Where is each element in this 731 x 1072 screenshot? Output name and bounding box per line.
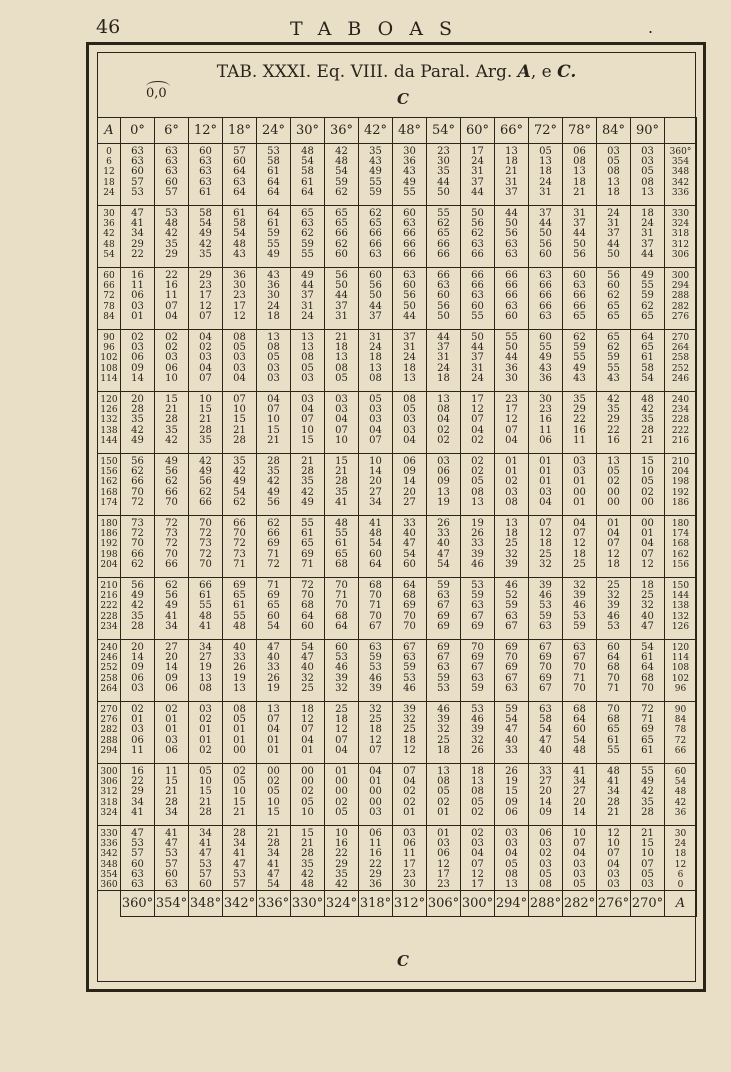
column-header: 90°: [631, 118, 665, 144]
arg-a-supplement: 120 114 108 102 96: [665, 640, 697, 702]
table-cell: 69 67 63 59 53: [427, 640, 461, 702]
table-cell: 03 06 11 17 23 30: [393, 826, 427, 891]
table-cell: 28 34 41 47 53 57: [223, 826, 257, 891]
table-cell: 56 60 62 65 65: [597, 268, 631, 330]
table-cell: 72 73 72 70 66: [155, 516, 189, 578]
table-cell: 70 68 65 61 55: [597, 702, 631, 764]
table-cell: 59 63 67 69 69: [427, 578, 461, 640]
table-cell: 20 28 35 42 49: [121, 392, 155, 454]
table-cell: 34 27 19 13 08: [189, 640, 223, 702]
table-cell: 41 34 27 20 14: [563, 764, 597, 826]
table-cell: 04 02 03 04 07: [189, 330, 223, 392]
table-cell: 11 15 21 28 34: [155, 764, 189, 826]
table-cell: 03 05 08 13 18: [597, 144, 631, 206]
table-cell: 36 30 23 17 12: [223, 268, 257, 330]
table-cell: 63 63 63 60 57: [155, 144, 189, 206]
table-row: [98, 268, 697, 330]
table-cell: 06 03 02 03 05 08: [529, 826, 563, 891]
page-number: 46: [96, 16, 121, 38]
table-cell: 18 13 08 05 02: [461, 764, 495, 826]
table-cell: 06 11 16 22 29 36: [359, 826, 393, 891]
arg-a-values: 210 216 222 228 234: [98, 578, 121, 640]
column-header: 60°: [461, 118, 495, 144]
table-cell: 21 28 35 42 49: [291, 454, 325, 516]
table-cell: 27 20 14 09 06: [155, 640, 189, 702]
table-cell: 62 56 49 41 34: [155, 578, 189, 640]
table-row: [98, 330, 697, 392]
table-cell: 05 13 18 24 31: [529, 144, 563, 206]
table-cell: 02 01 01 03 06: [155, 702, 189, 764]
table-cell: 63 59 53 46 39: [359, 640, 393, 702]
table-cell: 02 03 04 07 12 17: [461, 826, 495, 891]
table-cell: 13 08 04 02 02: [427, 392, 461, 454]
table-cell: 35 29 22 16 11: [563, 392, 597, 454]
column-header: 42°: [359, 118, 393, 144]
arg-a-values: 90 96 102 108 114: [98, 330, 121, 392]
table-cell: 48 54 58 61 64: [291, 144, 325, 206]
table-cell: 06 08 13 18 21: [563, 144, 597, 206]
table-cell: 55 61 65 69 71: [291, 516, 325, 578]
table-cell: 04 07 10 15 21: [257, 392, 291, 454]
table-cell: 03 03 05 08 13: [631, 144, 665, 206]
table-cell: 53 58 61 64 64: [257, 144, 291, 206]
table-row: [98, 392, 697, 454]
table-cell: 18 24 31 37 44: [631, 206, 665, 268]
column-header: 78°: [563, 118, 597, 144]
arg-a-values: 240 246 252 258 264: [98, 640, 121, 702]
zero-label: 0,0: [146, 86, 167, 101]
column-header: 66°: [495, 118, 529, 144]
arg-a-values: 180 186 192 198 204: [98, 516, 121, 578]
table-cell: 18 12 07 04 01: [291, 702, 325, 764]
footer-row: [98, 891, 697, 917]
column-footer: 324°: [325, 891, 359, 917]
table-cell: 63 67 70 71 70: [563, 640, 597, 702]
table-cell: 59 54 47 40 33: [495, 702, 529, 764]
table-cell: 48 41 34 28 21: [597, 764, 631, 826]
table-cell: 20 14 09 06 03: [121, 640, 155, 702]
table-cell: 42 35 29 22 16: [597, 392, 631, 454]
column-label-top: C: [397, 90, 409, 108]
arg-a-values: 150 156 162 168 174: [98, 454, 121, 516]
table-cell: 16 11 06 03 01: [121, 268, 155, 330]
arg-a-supplement: 180 174 168 162 156: [665, 516, 697, 578]
table-cell: 40 33 26 19 13: [223, 640, 257, 702]
table-cell: 35 43 49 55 59: [359, 144, 393, 206]
table-cell: 55 49 42 35 28: [631, 764, 665, 826]
table-cell: 60 64 68 70 71: [597, 640, 631, 702]
table-cell: 72 70 68 64 60: [291, 578, 325, 640]
column-header: 0°: [121, 118, 155, 144]
arg-a-values: 330 336 342 348 354 360: [98, 826, 121, 891]
table-cell: 31 37 44 50 56: [563, 206, 597, 268]
table-cell: 63 66 66 66 63: [529, 268, 563, 330]
table-cell: 64 68 69 70 70: [393, 578, 427, 640]
column-footer: 306°: [427, 891, 461, 917]
table-row: [98, 826, 697, 891]
arg-a-supplement: 30 24 18 12 6 0: [665, 826, 697, 891]
table-cell: 54 61 64 68 70: [631, 640, 665, 702]
table-row: [98, 578, 697, 640]
table-cell: 04 01 00 00 03: [359, 764, 393, 826]
table-cell: 18 25 32 40 47: [631, 578, 665, 640]
table-cell: 15 10 05 02 00: [631, 454, 665, 516]
arg-a-values: 60 66 72 78 84: [98, 268, 121, 330]
column-footer: 318°: [359, 891, 393, 917]
table-cell: 68 64 60 54 48: [563, 702, 597, 764]
table-cell: 39 32 25 18 12: [393, 702, 427, 764]
table-cell: 28 35 42 49 56: [257, 454, 291, 516]
table-cell: 58 54 49 42 35: [189, 206, 223, 268]
equation-table: [97, 117, 697, 917]
table-cell: 49 44 37 31 24: [291, 268, 325, 330]
table-cell: 01 01 02 03 08: [495, 454, 529, 516]
column-header: 6°: [155, 118, 189, 144]
table-cell: 33 27 20 14 09: [529, 764, 563, 826]
table-cell: 03 04 07 10 15: [291, 392, 325, 454]
table-cell: 06 09 14 20 27: [393, 454, 427, 516]
table-cell: 08 05 01 01 00: [223, 702, 257, 764]
table-cell: 60 55 49 43 36: [529, 330, 563, 392]
table-cell: 16 22 29 34 41: [121, 764, 155, 826]
title-connector: , e: [530, 62, 552, 82]
table-cell: 67 69 70 69 67: [529, 640, 563, 702]
column-footer: 300°: [461, 891, 495, 917]
table-row: [98, 144, 697, 206]
arg-a-values: 120 126 132 138 144: [98, 392, 121, 454]
table-cell: 69 65 61 55 48: [223, 578, 257, 640]
table-cell: 01 01 01 03 04: [529, 454, 563, 516]
table-cell: 03 03 04 05 08 13: [495, 826, 529, 891]
table-cell: 63 58 54 47 40: [529, 702, 563, 764]
column-footer: 348°: [189, 891, 223, 917]
table-cell: 44 50 56 63 63: [495, 206, 529, 268]
table-row: [98, 764, 697, 826]
table-cell: 65 62 59 55 43: [597, 330, 631, 392]
table-cell: 42 48 54 59 62: [325, 144, 359, 206]
table-cell: 62 65 66 66 63: [359, 206, 393, 268]
arg-a-supplement: 60 54 48 42 36: [665, 764, 697, 826]
table-cell: 47 53 57 60 63 63: [121, 826, 155, 891]
table-cell: 00 02 05 10 15: [257, 764, 291, 826]
column-header: 12°: [189, 118, 223, 144]
table-cell: 26 19 15 09 06: [495, 764, 529, 826]
table-cell: 60 63 66 66 65: [563, 268, 597, 330]
footer-blank: [98, 891, 121, 917]
table-cell: 70 69 67 63 59: [461, 640, 495, 702]
table-cell: 22 16 11 07 04: [155, 268, 189, 330]
table-cell: 23 30 35 44 50: [427, 144, 461, 206]
column-header: 72°: [529, 118, 563, 144]
table-cell: 13 07 04 01 01: [257, 702, 291, 764]
table-cell: 55 62 65 66 66: [427, 206, 461, 268]
bottom-label: A: [665, 891, 697, 917]
arg-a-supplement: 300 294 288 282 276: [665, 268, 697, 330]
arg-a-supplement: 360° 354 348 342 336: [665, 144, 697, 206]
table-cell: 10 15 21 28 35: [189, 392, 223, 454]
arg-a-supplement: 90 84 78 72 66: [665, 702, 697, 764]
table-cell: 02 02 03 06 10: [155, 330, 189, 392]
column-header: 36°: [325, 118, 359, 144]
table-cell: 13 08 05 03 03: [257, 330, 291, 392]
table-cell: 53 46 39 32 26: [461, 702, 495, 764]
table-cell: 00 00 02 05 10: [291, 764, 325, 826]
table-cell: 50 44 37 31 24: [461, 330, 495, 392]
column-header: 84°: [597, 118, 631, 144]
table-cell: 48 55 61 65 68: [325, 516, 359, 578]
table-cell: 33 40 47 54 60: [393, 516, 427, 578]
table-row: [98, 516, 697, 578]
table-cell: 08 05 03 03 04: [393, 392, 427, 454]
table-cell: 65 65 66 62 60: [325, 206, 359, 268]
arg-a-values: 30 36 42 48 54: [98, 206, 121, 268]
table-cell: 17 12 07 04 02: [461, 392, 495, 454]
column-footer: 342°: [223, 891, 257, 917]
table-cell: 21 28 34 41 47 54: [257, 826, 291, 891]
table-cell: 54 47 40 32 25: [291, 640, 325, 702]
table-row: [98, 206, 697, 268]
table-cell: 63 60 56 50 44: [393, 268, 427, 330]
table-cell: 15 21 28 35 42: [155, 392, 189, 454]
table-cell: 37 31 24 18 13: [393, 330, 427, 392]
table-cell: 13 05 02 00 00: [597, 454, 631, 516]
table-cell: 21 15 10 07 05 03: [631, 826, 665, 891]
column-footer: 360°: [121, 891, 155, 917]
table-cell: 31 24 18 13 08: [359, 330, 393, 392]
table-cell: 41 47 53 57 60 63: [155, 826, 189, 891]
table-cell: 30 36 43 49 55: [393, 144, 427, 206]
table-cell: 65 63 62 59 55: [291, 206, 325, 268]
table-cell: 53 59 63 67 69: [461, 578, 495, 640]
table-row: [98, 640, 697, 702]
table-cell: 57 60 64 63 64: [223, 144, 257, 206]
arg-a-supplement: 240 234 228 222 216: [665, 392, 697, 454]
table-cell: 56 50 44 37 31: [325, 268, 359, 330]
table-cell: 66 63 60 56 50: [427, 268, 461, 330]
column-footer: 294°: [495, 891, 529, 917]
column-footer: 354°: [155, 891, 189, 917]
table-title: [97, 62, 696, 82]
table-cell: 00 01 04 07 12: [631, 516, 665, 578]
table-cell: 13 18 25 32 39: [495, 516, 529, 578]
table-cell: 71 69 65 60 54: [257, 578, 291, 640]
table-cell: 13 13 08 05 03: [291, 330, 325, 392]
table-cell: 10 16 22 29 35 42: [325, 826, 359, 891]
arg-a-values: 300 306 312 318 324: [98, 764, 121, 826]
table-cell: 35 42 49 54 62: [223, 454, 257, 516]
table-cell: 26 33 40 47 54: [427, 516, 461, 578]
table-cell: 21 18 13 08 05: [325, 330, 359, 392]
table-cell: 10 07 04 03 03 05: [563, 826, 597, 891]
table-cell: 63 63 60 57 53: [121, 144, 155, 206]
arg-a-supplement: 210 204 198 192 186: [665, 454, 697, 516]
table-cell: 60 63 63 63 61: [189, 144, 223, 206]
table-cell: 02 03 06 09 14: [121, 330, 155, 392]
arg-c: C.: [557, 62, 577, 82]
column-header: 18°: [223, 118, 257, 144]
table-cell: 50 56 62 63 66: [461, 206, 495, 268]
table-cell: 13 08 05 02 01: [427, 764, 461, 826]
table-cell: 39 46 53 59 63: [529, 578, 563, 640]
table-cell: 25 18 12 07 04: [325, 702, 359, 764]
table-row: [98, 702, 697, 764]
table-cell: 02 01 03 06 11: [121, 702, 155, 764]
table-cell: 19 26 33 39 46: [461, 516, 495, 578]
table-cell: 23 17 12 07 04: [495, 392, 529, 454]
table-cell: 46 52 59 63 67: [495, 578, 529, 640]
column-footer: 276°: [597, 891, 631, 917]
table-cell: 60 56 50 44 37: [359, 268, 393, 330]
table-cell: 47 40 33 26 19: [257, 640, 291, 702]
table-cell: 49 55 59 62 65: [631, 268, 665, 330]
table-cell: 56 62 66 70 72: [121, 454, 155, 516]
column-header: 54°: [427, 118, 461, 144]
table-cell: 02 05 10 15 21: [223, 764, 257, 826]
table-row: [98, 454, 697, 516]
column-header: 24°: [257, 118, 291, 144]
table-cell: 01 00 00 02 05: [325, 764, 359, 826]
table-cell: 41 48 54 60 64: [359, 516, 393, 578]
arg-a-values: 270 276 282 288 294: [98, 702, 121, 764]
header-row: [98, 118, 697, 144]
table-cell: 03 06 09 13 19: [427, 454, 461, 516]
table-cell: 66 66 63 60 55: [461, 268, 495, 330]
table-cell: 49 56 62 66 70: [155, 454, 189, 516]
table-cell: 60 53 46 39 32: [325, 640, 359, 702]
arg-a-supplement: 330 324 318 312 306: [665, 206, 697, 268]
table-cell: 66 70 72 73 71: [223, 516, 257, 578]
table-cell: 44 37 31 24 18: [427, 330, 461, 392]
column-footer: 312°: [393, 891, 427, 917]
table-cell: 04 07 12 18 25: [563, 516, 597, 578]
header-blank: [665, 118, 697, 144]
table-cell: 55 50 44 36 30: [495, 330, 529, 392]
arg-a-supplement: 150 144 138 132 126: [665, 578, 697, 640]
table-cell: 37 44 50 56 60: [529, 206, 563, 268]
table-cell: 48 42 35 28 21: [631, 392, 665, 454]
table-cell: 47 41 34 29 22: [121, 206, 155, 268]
table-cell: 01 03 06 12 17 23: [427, 826, 461, 891]
table-cell: 70 71 70 68 64: [325, 578, 359, 640]
table-cell: 62 66 69 71 72: [257, 516, 291, 578]
table-cell: 17 24 31 37 44: [461, 144, 495, 206]
column-header: 30°: [291, 118, 325, 144]
table-cell: 07 10 15 21 28: [223, 392, 257, 454]
table-cell: 34 41 47 53 57 60: [189, 826, 223, 891]
arc-mark: [146, 81, 170, 92]
table-cell: 15 21 28 35 42 48: [291, 826, 325, 891]
table-cell: 32 25 18 12 07: [359, 702, 393, 764]
corner-label: A: [98, 118, 121, 144]
table-cell: 66 61 55 48 41: [189, 578, 223, 640]
arg-a-supplement: 270 264 258 252 246: [665, 330, 697, 392]
table-cell: 07 12 18 25 32: [529, 516, 563, 578]
column-footer: 288°: [529, 891, 563, 917]
table-cell: 08 05 03 03 04: [223, 330, 257, 392]
table-cell: 66 66 66 63 60: [495, 268, 529, 330]
column-header: 48°: [393, 118, 427, 144]
table-cell: 02 02 05 08 13: [461, 454, 495, 516]
table-cell: 12 10 07 04 03 03: [597, 826, 631, 891]
column-label-bottom: C: [397, 952, 409, 970]
arg-a: A: [517, 62, 531, 82]
table-cell: 62 59 55 49 43: [563, 330, 597, 392]
table-cell: 61 58 54 48 43: [223, 206, 257, 268]
table-cell: 30 23 16 11 06: [529, 392, 563, 454]
table-cell: 70 72 73 72 70: [189, 516, 223, 578]
table-cell: 53 48 42 35 29: [155, 206, 189, 268]
table-cell: 03 02 01 01 02: [189, 702, 223, 764]
table-cell: 68 70 71 70 67: [359, 578, 393, 640]
table-title-text: TAB. XXXI. Eq. VIII. da Paral. Arg.: [216, 62, 513, 82]
table-cell: 01 04 07 12 18: [597, 516, 631, 578]
table-cell: 32 39 46 53 59: [563, 578, 597, 640]
table-cell: 05 10 15 21 28: [189, 764, 223, 826]
column-footer: 270°: [631, 891, 665, 917]
table-cell: 15 21 28 35 41: [325, 454, 359, 516]
table-cell: 69 70 69 67 63: [495, 640, 529, 702]
table-cell: 07 04 02 02 01: [393, 764, 427, 826]
table-cell: 67 63 59 53 46: [393, 640, 427, 702]
column-footer: 282°: [563, 891, 597, 917]
header-dot: .: [648, 18, 654, 37]
table-cell: 64 65 61 58 54: [631, 330, 665, 392]
table-cell: 05 03 03 04 07: [359, 392, 393, 454]
table-cell: 64 61 59 55 49: [257, 206, 291, 268]
table-cell: 43 36 30 24 18: [257, 268, 291, 330]
table-cell: 29 23 17 12 07: [189, 268, 223, 330]
table-cell: 10 14 20 27 34: [359, 454, 393, 516]
table-cell: 56 49 42 35 28: [121, 578, 155, 640]
column-footer: 330°: [291, 891, 325, 917]
arg-a-values: 0 6 12 18 24: [98, 144, 121, 206]
table-cell: 25 32 39 46 53: [597, 578, 631, 640]
table-cell: 60 63 66 66 66: [393, 206, 427, 268]
table-cell: 42 49 56 62 66: [189, 454, 223, 516]
table-cell: 46 39 32 25 18: [427, 702, 461, 764]
table-cell: 03 03 04 07 10: [325, 392, 359, 454]
column-footer: 336°: [257, 891, 291, 917]
running-header: TABOAS: [290, 18, 468, 40]
table-cell: 03 03 01 00 01: [563, 454, 597, 516]
table-cell: 73 72 70 66 62: [121, 516, 155, 578]
table-cell: 24 31 37 44 50: [597, 206, 631, 268]
table-cell: 13 18 21 31 37: [495, 144, 529, 206]
table-cell: 72 71 69 65 61: [631, 702, 665, 764]
